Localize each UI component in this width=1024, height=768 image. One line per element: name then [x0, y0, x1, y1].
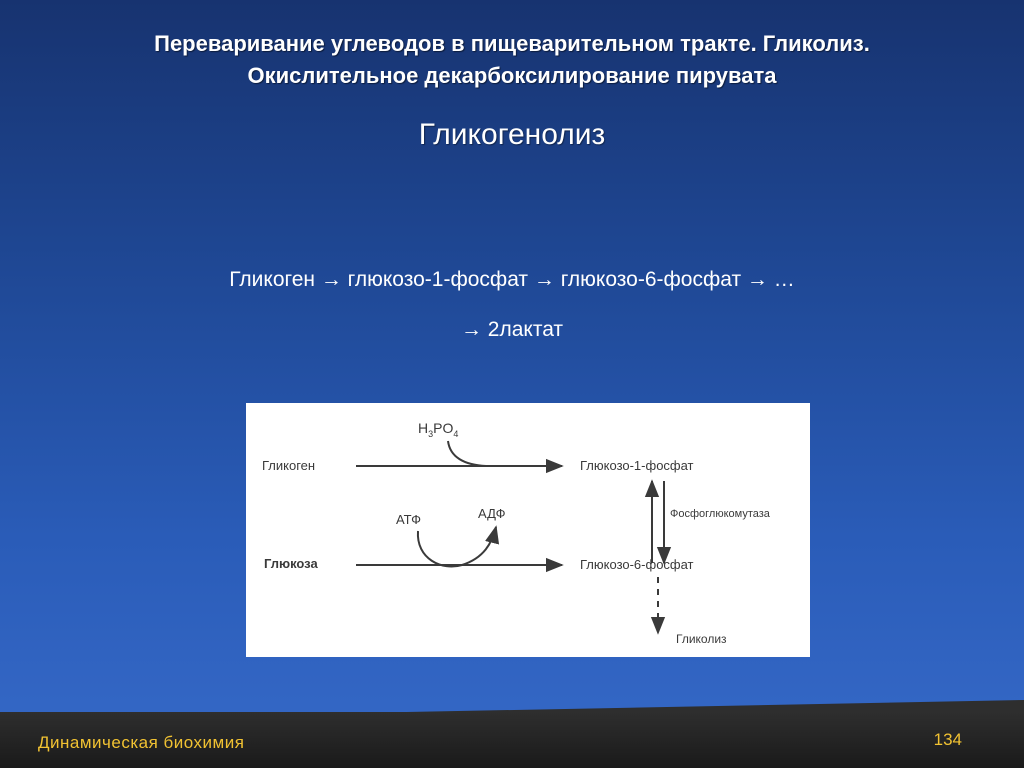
equation-line-1: Гликоген → глюкозо-1-фосфат → глюкозо-6-фосфат → …	[229, 268, 795, 291]
scheme-diagram	[246, 403, 810, 657]
label-h3po4: $H_3PO_4$	[418, 420, 459, 439]
label-atp: АТФ	[396, 512, 422, 527]
h3po4-curve	[448, 441, 486, 466]
label-phosphoglucomutase: Фосфоглюкомутаза	[670, 508, 770, 520]
label-glucose: Глюкоза	[264, 556, 318, 571]
glycogenolysis-scheme	[246, 403, 810, 657]
label-glycolysis: Гликолиз	[676, 632, 727, 646]
slide-title	[0, 28, 1024, 92]
label-glucose-1-phosphate: Глюкозо-1-фосфат	[580, 458, 694, 473]
label-adp: АДФ	[478, 506, 506, 521]
label-glycogen: Гликоген	[262, 458, 316, 473]
slide-title-line-1: Переваривание углеводов в пищеварительном тракте. Гликолиз.	[154, 31, 870, 56]
slide-title-line-2: Окислительное декарбоксилирование пирувата	[247, 63, 777, 88]
equation-line-2: → 2лактат	[460, 318, 564, 341]
label-glucose-6-phosphate: Глюкозо-6-фосфат	[580, 557, 694, 572]
atp-adp-curve	[418, 527, 496, 567]
slide-subtitle: Гликогенолиз	[418, 118, 606, 151]
page-number: 134	[933, 730, 962, 749]
footer-course-name: Динамическая биохимия	[38, 733, 245, 752]
